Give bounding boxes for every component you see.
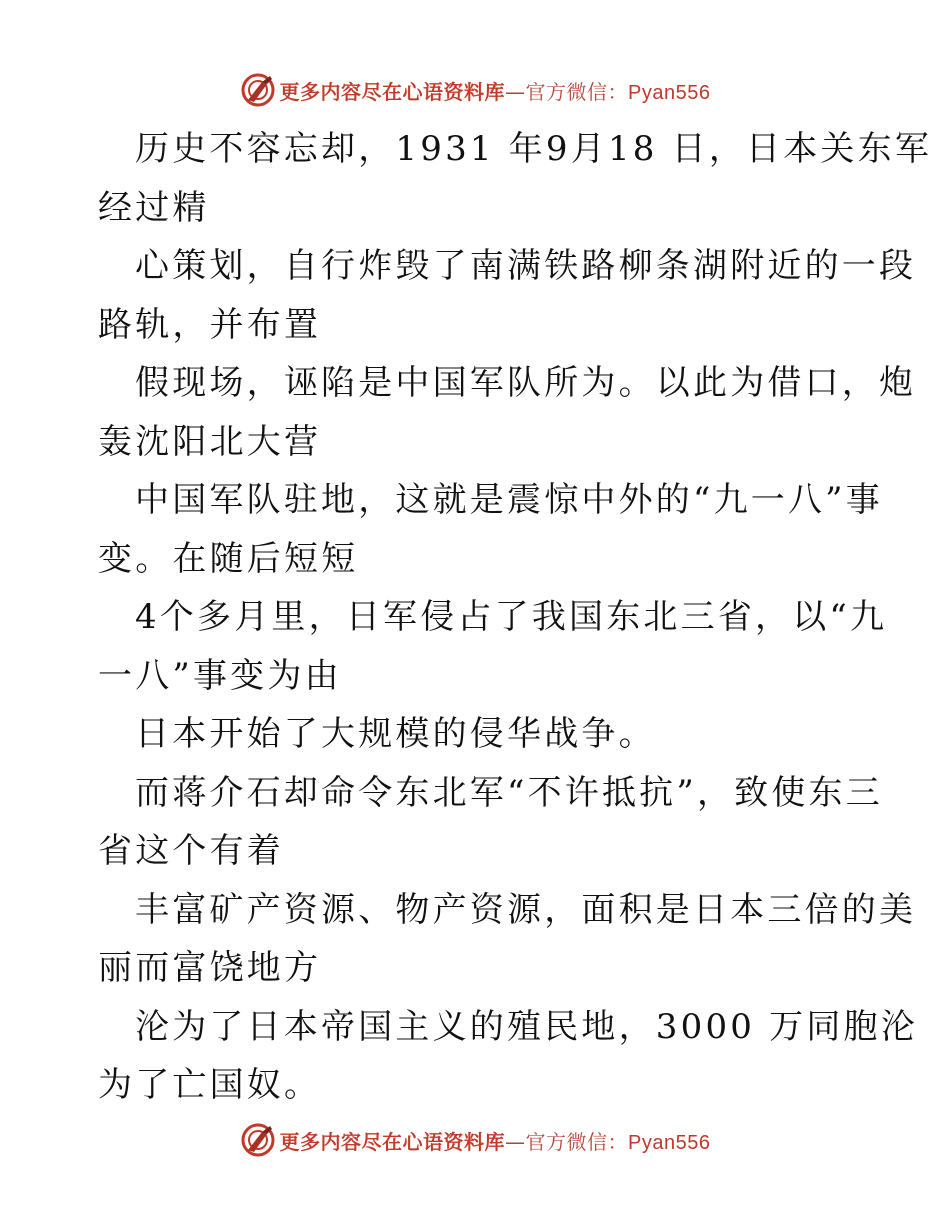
document-body: [98, 120, 933, 1115]
footer-site-text: 更多内容尽在心语资料库: [279, 1129, 506, 1154]
text-line-4: 路轨，并布置: [98, 304, 322, 345]
header-banner: [0, 70, 950, 110]
text-line-2: 经过精: [98, 187, 210, 228]
footer-banner: [0, 1120, 950, 1160]
text-line-5: 假现场，诬陷是中国军队所为。以此为借口，炮: [135, 363, 917, 403]
brush-logo-icon: [240, 1122, 276, 1158]
text-line-15: 丽而富饶地方: [98, 948, 322, 988]
header-banner-text: [280, 76, 711, 105]
footer-wechat-id: Pyan556: [628, 1131, 711, 1154]
header-site-text: 更多内容尽在心语资料库: [279, 79, 506, 104]
text-line-3: 心策划，自行炸毁了南满铁路柳条湖附近的一段: [135, 246, 917, 286]
text-line-8: 变。在随后短短: [98, 538, 359, 579]
footer-banner-text: [280, 1126, 711, 1155]
text-line-12: 而蒋介石却命令东北军“不许抵抗”，致使东三: [135, 772, 883, 813]
text-line-7: 中国军队驻地，这就是震惊中外的“九一八”事: [135, 480, 883, 520]
header-separator: —: [505, 79, 526, 104]
text-line-13: 省这个有着: [98, 831, 284, 871]
text-line-16: 沦为了日本帝国主义的殖民地，3000 万同胞沦: [135, 1006, 918, 1047]
text-line-1: 历史不容忘却，1931 年9月18 日，日本关东军: [135, 129, 933, 169]
footer-wechat-label: 官方微信：: [525, 1129, 629, 1154]
text-line-14: 丰富矿产资源、物产资源，面积是日本三倍的美: [135, 889, 917, 930]
text-line-10: 一八”事变为由: [98, 655, 342, 696]
text-line-11: 日本开始了大规模的侵华战争。: [135, 714, 656, 754]
text-line-17: 为了亡国奴。: [98, 1065, 322, 1105]
footer-separator: —: [505, 1129, 526, 1154]
header-wechat-label: 官方微信：: [525, 79, 629, 104]
text-line-6: 轰沈阳北大营: [98, 421, 322, 462]
header-wechat-id: Pyan556: [628, 81, 711, 104]
brush-logo-icon: [240, 72, 276, 108]
text-line-9: 4个多月里，日军侵占了我国东北三省，以“九: [135, 597, 888, 637]
